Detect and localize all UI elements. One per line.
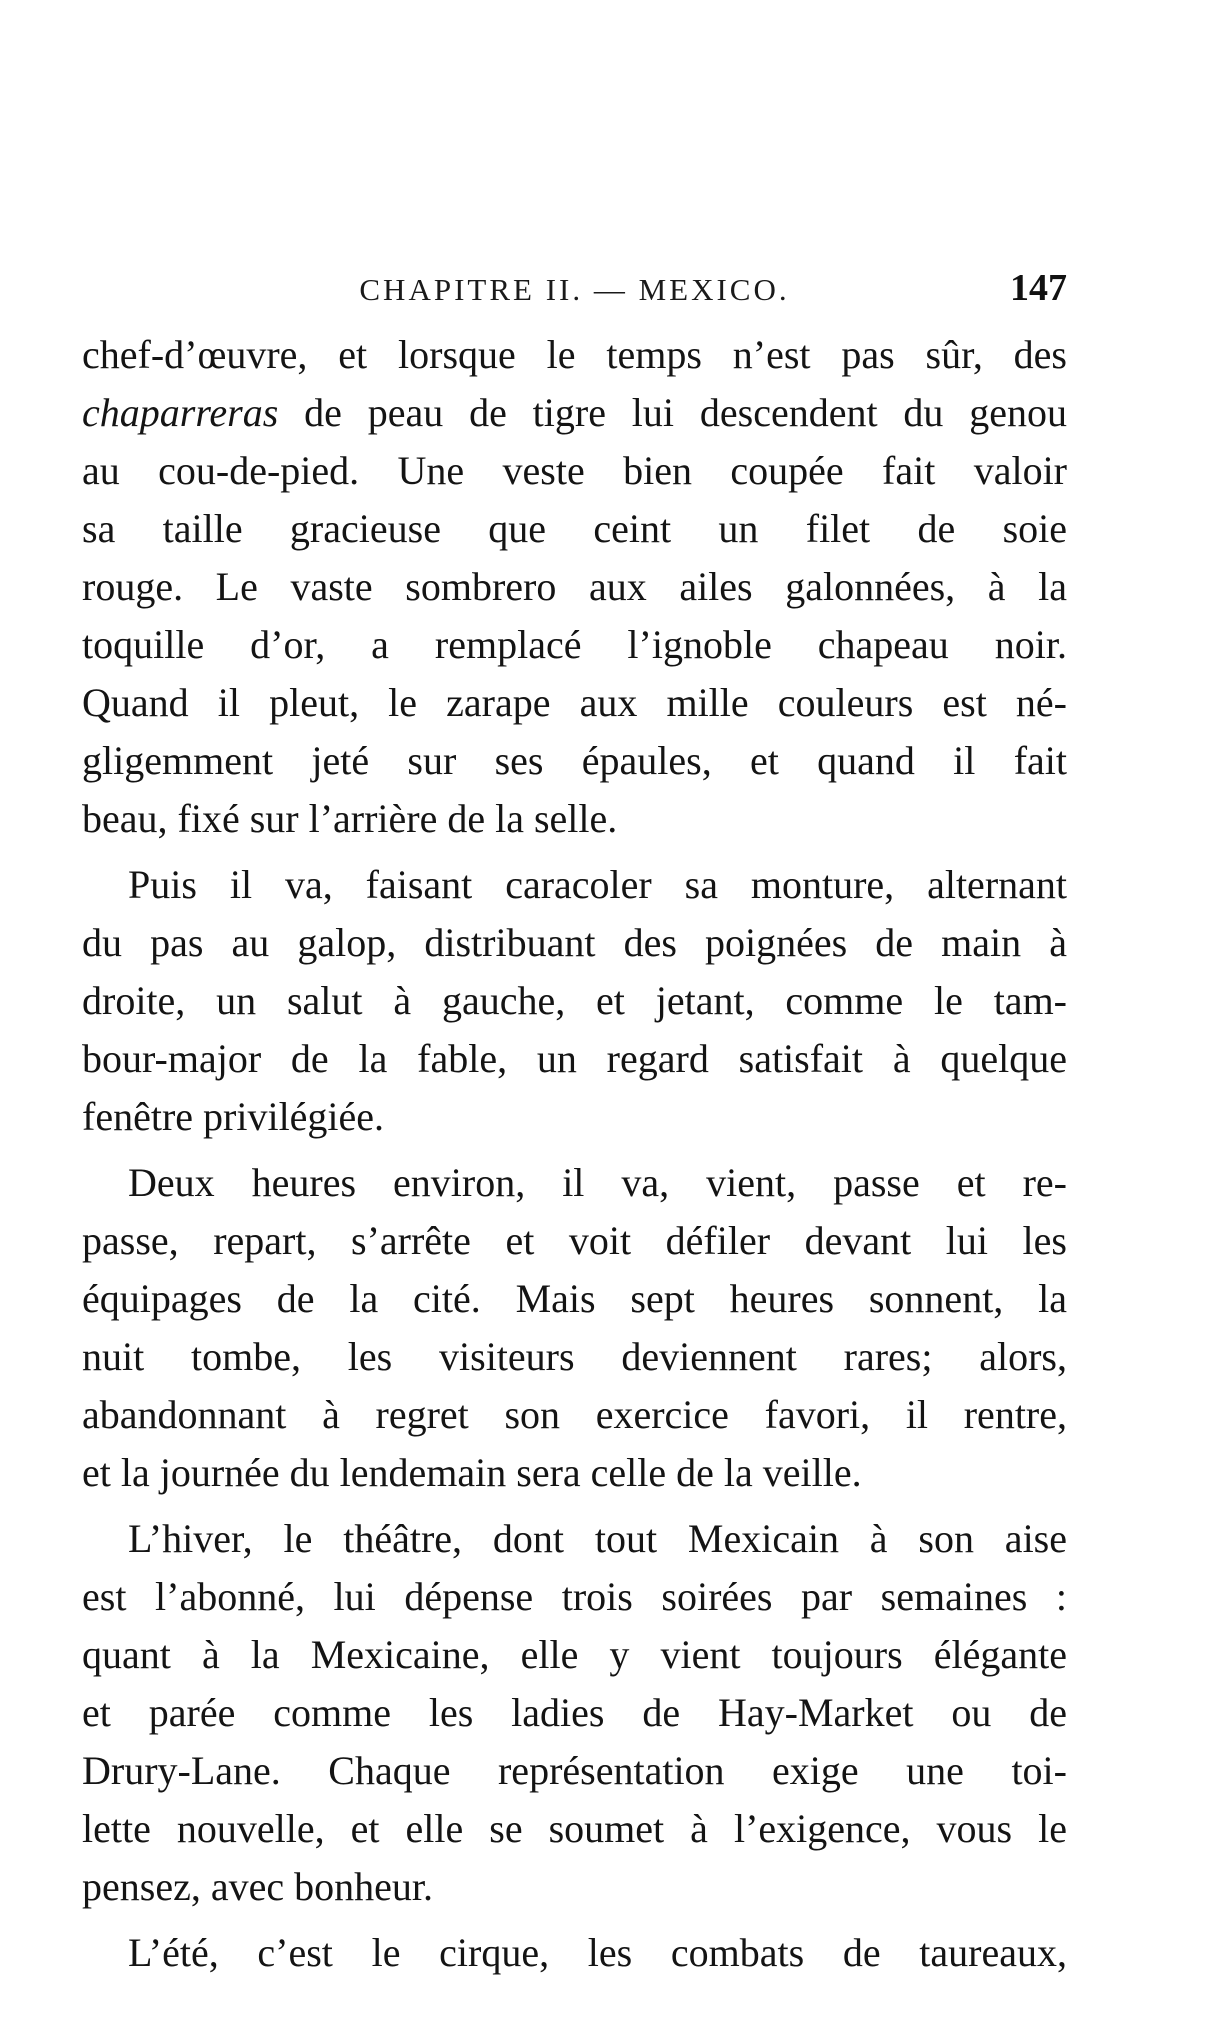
text-line: passe, repart, s’arrête et voit défiler devant lui les <box>82 1218 1067 1263</box>
text-line: chef-d’œuvre, et lorsque le temps n’est pas sûr, des <box>82 332 1067 377</box>
text-line: toquille d’or, a remplacé l’ignoble chapeau noir. <box>82 622 1067 667</box>
text-line: au cou-de-pied. Une veste bien coupée fait valoir <box>82 448 1067 493</box>
text-line: est l’abonné, lui dépense trois soirées par semaines : <box>82 1574 1067 1619</box>
running-head <box>82 266 1067 316</box>
text-line: bour-major de la fable, un regard satisfait à quelque <box>82 1036 1067 1081</box>
text-line: abandonnant à regret son exercice favori, il rentre, <box>82 1392 1067 1437</box>
paragraph-start: Puis il va, faisant caracoler sa monture, alternant <box>128 862 1067 907</box>
text-line: rouge. Le vaste sombrero aux ailes galonnées, à la <box>82 564 1067 609</box>
paragraph-start: Deux heures environ, il va, vient, passe et re- <box>128 1160 1067 1205</box>
text-line: et la journée du lendemain sera celle de la veille. <box>82 1450 862 1495</box>
text-line: nuit tombe, les visiteurs deviennent rares; alors, <box>82 1334 1067 1379</box>
page-number: 147 <box>1010 267 1067 309</box>
text-line: fenêtre privilégiée. <box>82 1094 385 1139</box>
text-line: droite, un salut à gauche, et jetant, comme le tam- <box>82 978 1067 1023</box>
text-line: lette nouvelle, et elle se soumet à l’exigence, vous le <box>82 1806 1067 1851</box>
text-line: pensez, avec bonheur. <box>82 1864 433 1909</box>
body-text <box>82 326 1067 1982</box>
text-line: gligemment jeté sur ses épaules, et quand il fait <box>82 738 1067 783</box>
text-line <box>82 384 1067 442</box>
text-line: beau, fixé sur l’arrière de la selle. <box>82 796 618 841</box>
paragraph-start: L’hiver, le théâtre, dont tout Mexicain à son aise <box>128 1516 1067 1561</box>
text-line: Drury-Lane. Chaque représentation exige une toi- <box>82 1748 1067 1793</box>
text-line: du pas au galop, distribuant des poignées de main à <box>82 920 1067 965</box>
text-line: et parée comme les ladies de Hay-Market ou de <box>82 1690 1067 1735</box>
running-title: CHAPITRE II. — MEXICO. <box>359 272 790 307</box>
italic-term: chaparreras <box>82 390 279 435</box>
text-line-rest: de peau de tigre lui descendent du genou <box>304 390 1067 435</box>
text-line: équipages de la cité. Mais sept heures sonnent, la <box>82 1276 1067 1321</box>
text-line: sa taille gracieuse que ceint un filet de soie <box>82 506 1067 551</box>
text-line: Quand il pleut, le zarape aux mille couleurs est né- <box>82 680 1067 725</box>
text-line: quant à la Mexicaine, elle y vient toujours élégante <box>82 1632 1067 1677</box>
paragraph-start: L’été, c’est le cirque, les combats de taureaux, <box>128 1930 1067 1975</box>
